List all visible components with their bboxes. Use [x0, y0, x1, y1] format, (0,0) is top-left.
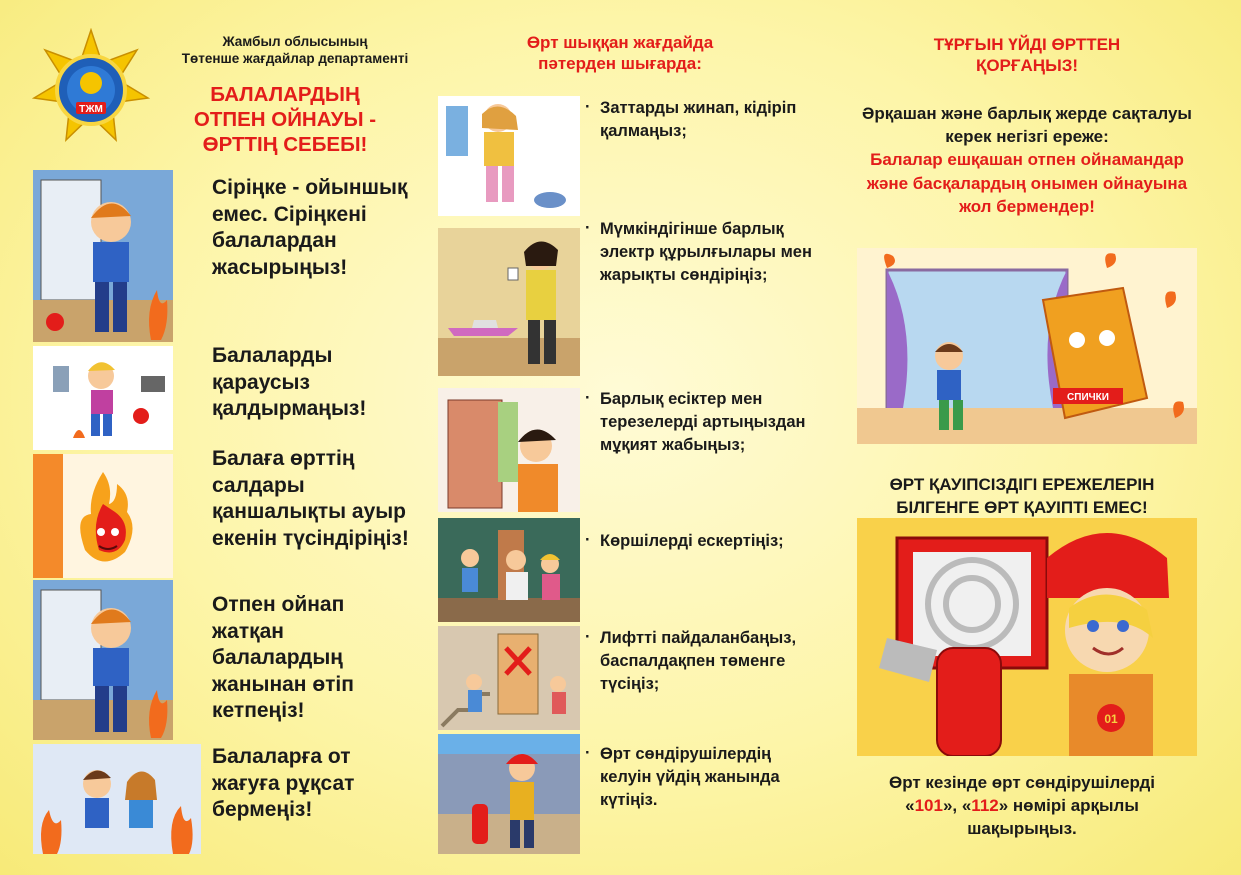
phone-number-112: 112: [971, 796, 999, 815]
tip-supervision: Балаларды қараусыз қалдырмаңыз!: [212, 344, 367, 420]
emblem-logo: [32, 28, 150, 146]
middle-title: [470, 32, 770, 74]
safety-slogan-line-2: БІЛГЕНГЕ ӨРТ ҚАУІПТІ ЕМЕС!: [896, 498, 1148, 517]
right-title-line-2: ҚОРҒАҢЫЗ!: [975, 56, 1079, 75]
evacuation-step-3: [585, 388, 825, 457]
tip-dont-pass-by: Отпен ойнап жатқан балалардың жанынан өтіп кетпеңіз!: [212, 593, 354, 722]
left-title-line-1: БАЛАЛАРДЫҢ: [210, 83, 360, 106]
bullet: ·: [585, 389, 591, 407]
tip-explain-consequences: Балаға өрттің салдары қаншалықты ауыр екенін түсіндіріңіз!: [212, 447, 409, 550]
firefighter-girl-image: [438, 734, 580, 854]
call-separator: », «: [942, 796, 972, 815]
bullet: ·: [585, 744, 591, 762]
department-header: [160, 33, 430, 67]
warning-neighbors-image: [438, 518, 580, 622]
boy-with-matches-image: [33, 170, 173, 342]
phone-number-101: 101: [914, 796, 943, 815]
right-intro: Әрқашан және барлық жерде сақталуы керек негізгі ереже:: [862, 104, 1192, 146]
boy-with-matches-image-2: [33, 580, 173, 740]
call-quote-open: «: [905, 796, 915, 815]
right-title-line-1: ТҰРҒЫН ҮЙДІ ӨРТТЕН: [933, 35, 1121, 54]
evacuation-step-5: [585, 627, 825, 696]
call-line-2-rest: » нөмірі арқылы: [998, 796, 1139, 815]
running-boy-image: [33, 346, 173, 450]
boy-closing-door-image: [438, 388, 580, 512]
no-elevator-image: [438, 626, 580, 730]
evacuation-step-text: Лифтті пайдаланбаңыз, баспалдақпен төменге түсіңіз;: [600, 629, 797, 693]
tip-matches: Сіріңке - ойыншық емес. Сіріңкені балалардан жасырыңыз!: [212, 176, 408, 279]
call-line-2: [852, 794, 1192, 817]
svg-text:01: 01: [1104, 712, 1118, 726]
emergency-call-text: [852, 771, 1192, 840]
left-title-line-3: ӨРТТІҢ СЕБЕБІ!: [202, 133, 368, 156]
safety-slogan: [852, 473, 1192, 519]
evacuation-step-6: [585, 743, 825, 812]
safety-slogan-line-1: ӨРТ ҚАУІПСІЗДІГІ ЕРЕЖЕЛЕРІН: [889, 475, 1155, 494]
girl-with-bags-image: [438, 96, 580, 216]
svg-text:ТЖМ: ТЖМ: [79, 104, 103, 115]
evacuation-step-text: Өрт сөндірушілердің келуін үйдің жанында күтіңіз.: [600, 745, 780, 809]
evacuation-step-text: Заттарды жинап, кідіріп қалмаңыз;: [600, 99, 797, 140]
left-title: [150, 82, 420, 157]
middle-title-line-2: пәтерден шығарда:: [538, 54, 702, 73]
bullet: ·: [585, 98, 591, 116]
header-line-2: Төтенше жағдайлар департаменті: [181, 51, 409, 66]
extinguisher-character-image: [857, 518, 1197, 756]
svg-text:СПИЧКИ: СПИЧКИ: [1067, 392, 1109, 403]
evacuation-step-text: Мүмкіндігінше барлық электр құрылғылары мен жарықты сөндіріңіз;: [600, 220, 812, 284]
tip-no-fire-permission: Балаларға от жағуға рұқсат бермеңіз!: [212, 745, 355, 821]
right-title: [872, 34, 1182, 76]
call-line-1: Өрт кезінде өрт сөндірушілерді: [888, 773, 1156, 792]
evacuation-step-2: [585, 218, 825, 287]
call-line-3: шақырыңыз.: [967, 819, 1077, 838]
bullet: ·: [585, 628, 591, 646]
evacuation-step-text: Көршілерді ескертіңіз;: [600, 532, 784, 550]
header-line-1: Жамбыл облысының: [222, 34, 368, 49]
bullet: ·: [585, 531, 591, 549]
children-in-fire-image: [33, 744, 201, 854]
matchbox-character-image: [857, 248, 1197, 444]
right-main-rule: Балалар ешқашан отпен ойнамандар және басқалардың онымен ойнауына жол бермендер!: [866, 150, 1188, 216]
evacuation-step-1: [585, 97, 825, 143]
left-title-line-2: ОТПЕН ОЙНАУЫ -: [193, 108, 377, 131]
evacuation-step-4: [585, 530, 825, 553]
bullet: ·: [585, 219, 591, 237]
woman-unplugging-iron-image: [438, 228, 580, 376]
fire-character-image: [33, 454, 173, 578]
middle-title-line-1: Өрт шыққан жағдайда: [526, 33, 714, 52]
evacuation-step-text: Барлық есіктер мен терезелерді артыңыздан мұқият жабыңыз;: [600, 390, 806, 454]
